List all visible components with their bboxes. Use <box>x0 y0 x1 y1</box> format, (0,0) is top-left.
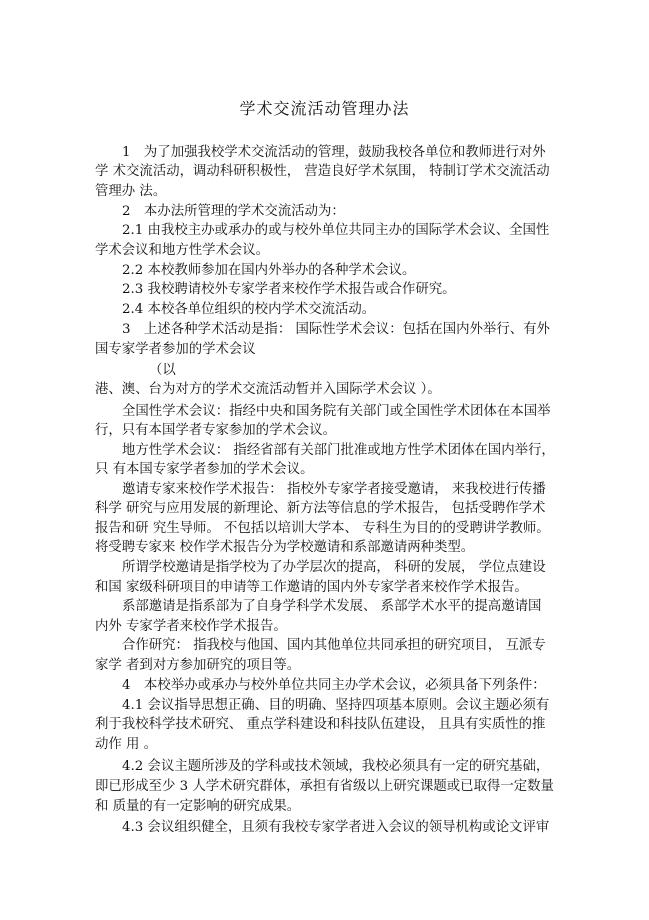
text-line: 和国 家级科研项目的申请等工作邀请的国内外专家学者来校作学术报告。 <box>95 580 528 595</box>
text-line: 地方性学术会议： 指经省部有关部门批准或地方性学术团体在国内举行， <box>122 443 555 458</box>
text-line: 2.1 由我校主办或承办的或与校外单位共同主办的国际学术会议、全国性 <box>122 223 550 238</box>
text-line: 行，只有本国学者专家参加的学术会议。 <box>95 423 337 438</box>
text-line: 4 本校举办或承办与校外单位共同主办学术会议，必须具备下列条件： <box>122 678 546 693</box>
text-line: 管理办 法。 <box>95 184 167 199</box>
text-line: 动作 用 。 <box>95 737 158 752</box>
text-line: 即已形成至少 3 人学术研究群体，承担有省级以上研究课题或已取得一定数量 <box>95 779 554 794</box>
text-line: 报告和研 究生导师。 不包括以培训大学本、 专科生为目的的受聘讲学教师。 <box>95 521 550 536</box>
text-line: 所谓学校邀请是指学校为了办学层次的提高， 科研的发展， 学位点建设 <box>122 560 546 575</box>
text-line: 利于我校科学技术研究、 重点学科建设和科技队伍建设， 且具有实质性的推 <box>95 717 546 732</box>
text-line: 港、澳、台为对方的学术交流活动暂并入国际学术会议 ）。 <box>95 382 441 397</box>
text-line: 科学 研究与应用发展的新理论、新方法等信息的学术报告， 包括受聘作学术 <box>95 501 546 516</box>
text-line: 2 本办法所管理的学术交流活动为： <box>122 204 345 219</box>
text-line: 将受聘专家来 校作学术报告分为学校邀请和系部邀请两种类型。 <box>95 540 475 555</box>
text-line: 4.2 会议主题所涉及的学科或技术领域，我校必须具有一定的研究基础， <box>122 759 550 774</box>
text-line: （以 <box>149 363 176 378</box>
text-line: 系部邀请是指系部为了自身学科学术发展、 系部学术水平的提高邀请国 <box>122 599 542 614</box>
text-line: 3 上述各种学术活动是指： 国际性学术会议：包括在国内外举行、有外 <box>122 322 550 337</box>
text-line: 4.1 会议指导思想正确、目的明确、坚持四项基本原则。会议主题必须有 <box>122 698 550 713</box>
document-title: 学术交流活动管理办法 <box>239 99 410 118</box>
text-line: 只 有本国专家学者参加的学术会议。 <box>95 462 314 477</box>
text-line: 国专家学者参加的学术会议 <box>95 342 256 357</box>
text-line: 学 术交流活动，调动科研积极性， 营造良好学术氛围， 特制订学术交流活动 <box>95 164 550 179</box>
text-line: 2.2 本校教师参加在国内外举办的各种学术会议。 <box>122 263 416 278</box>
text-line: 1 为了加强我校学术交流活动的管理，鼓励我校各单位和教师进行对外 <box>122 145 546 160</box>
text-line: 邀请专家来校作学术报告： 指校外专家学者接受邀请， 来我校进行传播 <box>122 482 546 497</box>
text-line: 4.3 会议组织健全，且须有我校专家学者进入会议的领导机构或论文评审 <box>122 820 550 835</box>
text-line: 和 质量的有一定影响的研究成果。 <box>95 799 301 814</box>
text-line: 2.3 我校聘请校外专家学者来校作学术报告或合作研究。 <box>122 282 456 297</box>
text-line: 家学 者到对方参加研究的项目等。 <box>95 658 301 673</box>
text-line: 合作研究： 指我校与他国、国内其他单位共同承担的研究项目， 互派专 <box>122 638 546 653</box>
text-line: 全国性学术会议：指经中央和国务院有关部门或全国性学术团体在本国举 <box>122 404 551 419</box>
text-line: 2.4 本校各单位组织的校内学术交流活动。 <box>122 302 376 317</box>
text-line: 内外 专家学者来校作学术报告。 <box>95 619 287 634</box>
text-line: 学术会议和地方性学术会议。 <box>95 243 270 258</box>
